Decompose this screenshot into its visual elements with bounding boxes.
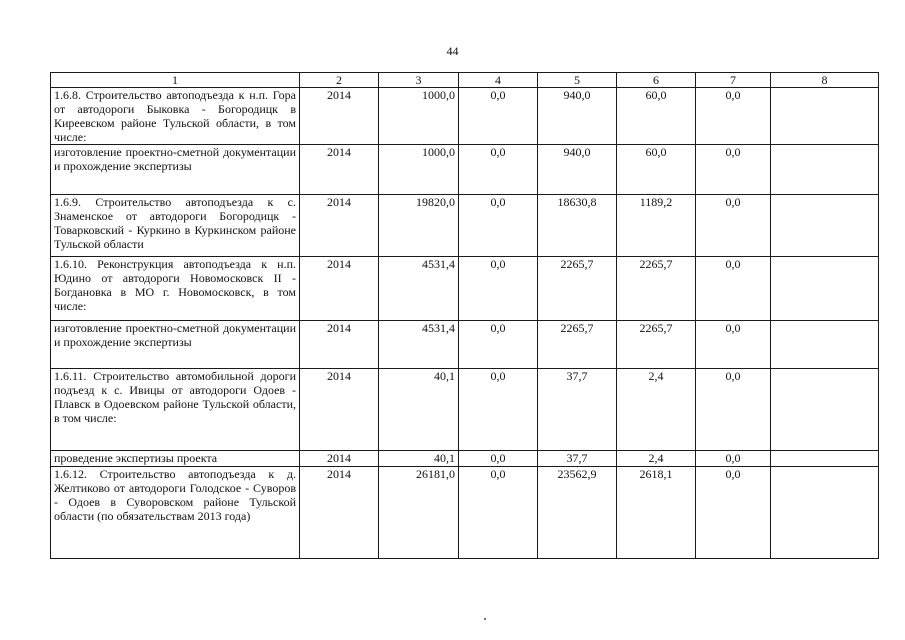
- row-description: изготовление проектно-сметной документации и прохождение экспертизы: [51, 145, 300, 195]
- row-total: 40,1: [379, 369, 459, 451]
- row-col7: 0,0: [696, 321, 771, 369]
- row-col4: 0,0: [459, 195, 538, 257]
- row-col8: [771, 195, 879, 257]
- row-total: 1000,0: [379, 145, 459, 195]
- row-total: 4531,4: [379, 321, 459, 369]
- row-col8: [771, 88, 879, 145]
- row-col6: 1189,2: [617, 195, 696, 257]
- budget-table: [50, 72, 879, 559]
- row-total: 26181,0: [379, 467, 459, 559]
- row-col7: 0,0: [696, 88, 771, 145]
- row-col8: [771, 321, 879, 369]
- table-row: [51, 467, 879, 559]
- page-number: 44: [446, 44, 459, 58]
- row-year: 2014: [300, 451, 379, 467]
- row-col7: 0,0: [696, 257, 771, 321]
- table-row: [51, 369, 879, 451]
- row-description: проведение экспертизы проекта: [51, 451, 300, 467]
- row-col5: 2265,7: [538, 257, 617, 321]
- row-total: 4531,4: [379, 257, 459, 321]
- table-row: [51, 145, 879, 195]
- row-col5: 940,0: [538, 145, 617, 195]
- row-description: 1.6.11. Строительство автомобильной дороги подъезд к с. Ивицы от автодороги Одоев - Плавск в Одоевском районе Тульской области, в том числе:: [51, 369, 300, 451]
- row-year: 2014: [300, 257, 379, 321]
- row-description: 1.6.10. Реконструкция автоподъезда к н.п. Юдино от автодороги Новомосковск II - Богдановка в МО г. Новомосковск, в том числе:: [51, 257, 300, 321]
- row-col4: 0,0: [459, 369, 538, 451]
- col-header-2: 2: [300, 73, 379, 88]
- row-col8: [771, 467, 879, 559]
- row-year: 2014: [300, 88, 379, 145]
- table-row: [51, 195, 879, 257]
- row-col6: 2265,7: [617, 321, 696, 369]
- row-col6: 60,0: [617, 145, 696, 195]
- table-row: [51, 321, 879, 369]
- row-year: 2014: [300, 195, 379, 257]
- header-row: [51, 73, 879, 88]
- col-header-5: 5: [538, 73, 617, 88]
- table-row: [51, 88, 879, 145]
- row-total: 1000,0: [379, 88, 459, 145]
- row-col4: 0,0: [459, 257, 538, 321]
- row-col8: [771, 257, 879, 321]
- scan-speck: [484, 618, 486, 620]
- table-row: [51, 451, 879, 467]
- row-col8: [771, 451, 879, 467]
- row-col8: [771, 145, 879, 195]
- row-col6: 60,0: [617, 88, 696, 145]
- row-total: 19820,0: [379, 195, 459, 257]
- row-description: 1.6.8. Строительство автоподъезда к н.п. Гора от автодороги Быковка - Богородицк в Киреевском районе Тульской области, в том числе:: [51, 88, 300, 145]
- row-col4: 0,0: [459, 321, 538, 369]
- col-header-7: 7: [696, 73, 771, 88]
- col-header-3: 3: [379, 73, 459, 88]
- row-description: изготовление проектно-сметной документации и прохождение экспертизы: [51, 321, 300, 369]
- row-col6: 2,4: [617, 451, 696, 467]
- col-header-6: 6: [617, 73, 696, 88]
- row-year: 2014: [300, 467, 379, 559]
- row-col6: 2,4: [617, 369, 696, 451]
- row-year: 2014: [300, 145, 379, 195]
- row-description: 1.6.9. Строительство автоподъезда к с. Знаменское от автодороги Богородицк - Товарковский - Куркино в Куркинском районе Тульской области: [51, 195, 300, 257]
- table-row: [51, 257, 879, 321]
- row-col5: 2265,7: [538, 321, 617, 369]
- row-col6: 2618,1: [617, 467, 696, 559]
- row-col5: 18630,8: [538, 195, 617, 257]
- row-col7: 0,0: [696, 195, 771, 257]
- row-col7: 0,0: [696, 451, 771, 467]
- col-header-4: 4: [459, 73, 538, 88]
- row-col5: 940,0: [538, 88, 617, 145]
- row-col4: 0,0: [459, 451, 538, 467]
- row-col5: 37,7: [538, 451, 617, 467]
- row-col7: 0,0: [696, 145, 771, 195]
- row-year: 2014: [300, 369, 379, 451]
- col-header-1: 1: [51, 73, 300, 88]
- row-col7: 0,0: [696, 369, 771, 451]
- row-col5: 23562,9: [538, 467, 617, 559]
- col-header-8: 8: [771, 73, 879, 88]
- row-col7: 0,0: [696, 467, 771, 559]
- row-col4: 0,0: [459, 145, 538, 195]
- row-total: 40,1: [379, 451, 459, 467]
- row-col5: 37,7: [538, 369, 617, 451]
- row-year: 2014: [300, 321, 379, 369]
- row-col4: 0,0: [459, 88, 538, 145]
- row-col6: 2265,7: [617, 257, 696, 321]
- row-description: 1.6.12. Строительство автоподъезда к д. Желтиково от автодороги Голодское - Суворов - Одоев в Суворовском районе Тульской области (по обязательствам 2013 года): [51, 467, 300, 559]
- row-col4: 0,0: [459, 467, 538, 559]
- row-col8: [771, 369, 879, 451]
